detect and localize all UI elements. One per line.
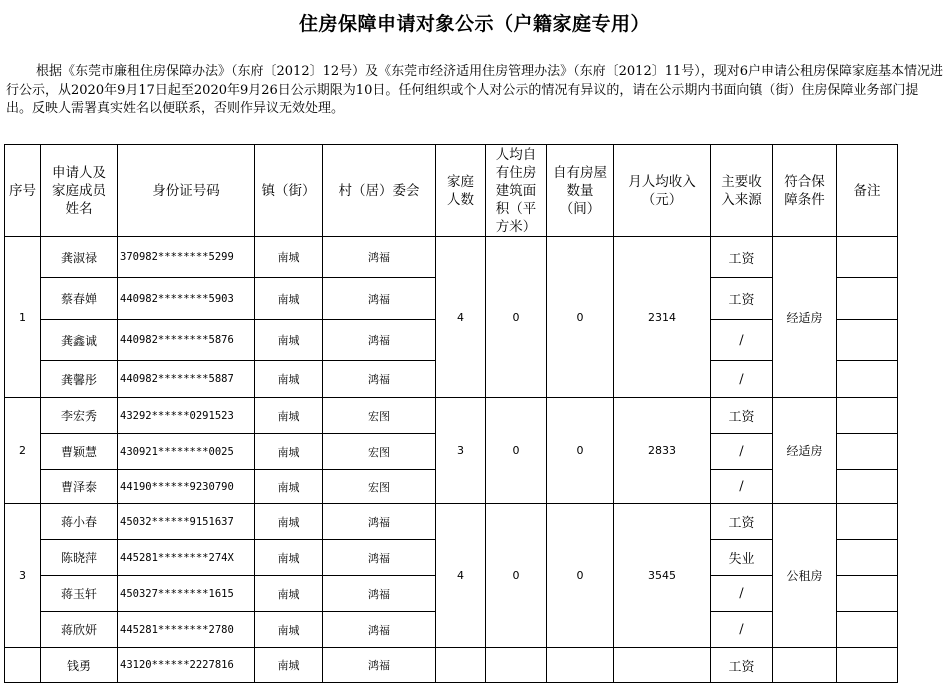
id-number: 43120******2227816 bbox=[118, 648, 255, 683]
income-cell: 2314 bbox=[614, 237, 711, 398]
village-cell: 鸿福 bbox=[323, 361, 436, 398]
table-row bbox=[5, 398, 898, 434]
income-cell bbox=[614, 648, 711, 683]
note-cell bbox=[837, 320, 898, 361]
town-cell: 南城 bbox=[255, 540, 323, 576]
table-row bbox=[5, 504, 898, 540]
id-number: 370982********5299 bbox=[118, 237, 255, 278]
town-cell: 南城 bbox=[255, 361, 323, 398]
town-cell: 南城 bbox=[255, 470, 323, 504]
id-number: 445281********2780 bbox=[118, 612, 255, 648]
seq-cell: 1 bbox=[5, 237, 41, 398]
area-cell: 0 bbox=[486, 504, 547, 648]
town-cell: 南城 bbox=[255, 576, 323, 612]
member-name: 钱勇 bbox=[41, 648, 118, 683]
note-cell bbox=[837, 576, 898, 612]
header-seq: 序号 bbox=[5, 145, 41, 237]
id-number: 44190******9230790 bbox=[118, 470, 255, 504]
income-cell: 3545 bbox=[614, 504, 711, 648]
condition-cell: 经适房 bbox=[773, 237, 837, 398]
village-cell: 鸿福 bbox=[323, 540, 436, 576]
note-cell bbox=[837, 470, 898, 504]
town-cell: 南城 bbox=[255, 504, 323, 540]
area-cell: 0 bbox=[486, 398, 547, 504]
note-cell bbox=[837, 540, 898, 576]
household-size-cell: 3 bbox=[436, 398, 486, 504]
header-id: 身份证号码 bbox=[118, 145, 255, 237]
town-cell: 南城 bbox=[255, 278, 323, 320]
income-cell: 2833 bbox=[614, 398, 711, 504]
note-cell bbox=[837, 648, 898, 683]
member-name: 蒋小春 bbox=[41, 504, 118, 540]
member-name: 龚馨彤 bbox=[41, 361, 118, 398]
income-source: 工资 bbox=[711, 398, 773, 434]
note-cell bbox=[837, 237, 898, 278]
town-cell: 南城 bbox=[255, 237, 323, 278]
village-cell: 宏图 bbox=[323, 398, 436, 434]
income-source: / bbox=[711, 576, 773, 612]
village-cell: 鸿福 bbox=[323, 504, 436, 540]
note-cell bbox=[837, 361, 898, 398]
village-cell: 鸿福 bbox=[323, 278, 436, 320]
id-number: 440982********5876 bbox=[118, 320, 255, 361]
member-name: 蔡春婵 bbox=[41, 278, 118, 320]
houses-cell: 0 bbox=[547, 504, 614, 648]
village-cell: 鸿福 bbox=[323, 320, 436, 361]
header-household-size: 家庭人数 bbox=[436, 145, 486, 237]
member-name: 曹泽泰 bbox=[41, 470, 118, 504]
household-size-cell: 4 bbox=[436, 237, 486, 398]
condition-cell bbox=[773, 648, 837, 683]
income-source: 工资 bbox=[711, 504, 773, 540]
member-name: 李宏秀 bbox=[41, 398, 118, 434]
income-source: 工资 bbox=[711, 278, 773, 320]
id-number: 440982********5903 bbox=[118, 278, 255, 320]
header-source: 主要收入来源 bbox=[711, 145, 773, 237]
notice-paragraph: 根据《东莞市廉租住房保障办法》（东府〔2012〕12号）及《东莞市经济适用住房管理办法》（东府〔2012〕11号），现对6户申请公租房保障家庭基本情况进行公示，从2020年9月17日起至2020年9月26日公示期限为10日。任何组织或个人对公示的情况有异议的，请在公示期内书面向镇（街）住房保障业务部门提出。反映人需署真实姓名以便联系，否则作异议无效处理。 bbox=[6, 64, 944, 116]
town-cell: 南城 bbox=[255, 398, 323, 434]
header-income: 月人均收入（元） bbox=[614, 145, 711, 237]
village-cell: 鸿福 bbox=[323, 612, 436, 648]
header-area: 人均自有住房建筑面积（平方米） bbox=[486, 145, 547, 237]
member-name: 龚鑫诚 bbox=[41, 320, 118, 361]
houses-cell: 0 bbox=[547, 398, 614, 504]
page-title: 住房保障申请对象公示（户籍家庭专用） bbox=[298, 13, 650, 35]
header-village: 村（居）委会 bbox=[323, 145, 436, 237]
member-name: 陈晓萍 bbox=[41, 540, 118, 576]
village-cell: 宏图 bbox=[323, 434, 436, 470]
member-name: 蒋玉轩 bbox=[41, 576, 118, 612]
income-source: 工资 bbox=[711, 648, 773, 683]
id-number: 440982********5887 bbox=[118, 361, 255, 398]
town-cell: 南城 bbox=[255, 320, 323, 361]
condition-cell: 公租房 bbox=[773, 504, 837, 648]
note-cell bbox=[837, 504, 898, 540]
town-cell: 南城 bbox=[255, 434, 323, 470]
member-name: 蒋欣妍 bbox=[41, 612, 118, 648]
income-source: / bbox=[711, 470, 773, 504]
table-row bbox=[5, 648, 898, 683]
seq-cell bbox=[5, 648, 41, 683]
id-number: 450327********1615 bbox=[118, 576, 255, 612]
income-source: / bbox=[711, 434, 773, 470]
household-size-cell bbox=[436, 648, 486, 683]
id-number: 430921********0025 bbox=[118, 434, 255, 470]
town-cell: 南城 bbox=[255, 612, 323, 648]
member-name: 曹颖慧 bbox=[41, 434, 118, 470]
seq-cell: 2 bbox=[5, 398, 41, 504]
condition-cell: 经适房 bbox=[773, 398, 837, 504]
header-name: 申请人及家庭成员姓名 bbox=[41, 145, 118, 237]
table-row bbox=[5, 237, 898, 278]
note-cell bbox=[837, 278, 898, 320]
income-source: 工资 bbox=[711, 237, 773, 278]
member-name: 龚淑禄 bbox=[41, 237, 118, 278]
area-cell bbox=[486, 648, 547, 683]
income-source: / bbox=[711, 612, 773, 648]
village-cell: 宏图 bbox=[323, 470, 436, 504]
header-condition: 符合保障条件 bbox=[773, 145, 837, 237]
village-cell: 鸿福 bbox=[323, 576, 436, 612]
note-cell bbox=[837, 398, 898, 434]
id-number: 45032******9151637 bbox=[118, 504, 255, 540]
header-houses: 自有房屋数量（间） bbox=[547, 145, 614, 237]
village-cell: 鸿福 bbox=[323, 237, 436, 278]
id-number: 43292******0291523 bbox=[118, 398, 255, 434]
table-header-row bbox=[5, 145, 898, 237]
village-cell: 鸿福 bbox=[323, 648, 436, 683]
houses-cell bbox=[547, 648, 614, 683]
seq-cell: 3 bbox=[5, 504, 41, 648]
houses-cell: 0 bbox=[547, 237, 614, 398]
header-note: 备注 bbox=[837, 145, 898, 237]
household-size-cell: 4 bbox=[436, 504, 486, 648]
income-source: / bbox=[711, 320, 773, 361]
id-number: 445281********274X bbox=[118, 540, 255, 576]
note-cell bbox=[837, 612, 898, 648]
note-cell bbox=[837, 434, 898, 470]
header-town: 镇（街） bbox=[255, 145, 323, 237]
area-cell: 0 bbox=[486, 237, 547, 398]
town-cell: 南城 bbox=[255, 648, 323, 683]
income-source: / bbox=[711, 361, 773, 398]
applicant-table bbox=[4, 144, 898, 683]
income-source: 失业 bbox=[711, 540, 773, 576]
